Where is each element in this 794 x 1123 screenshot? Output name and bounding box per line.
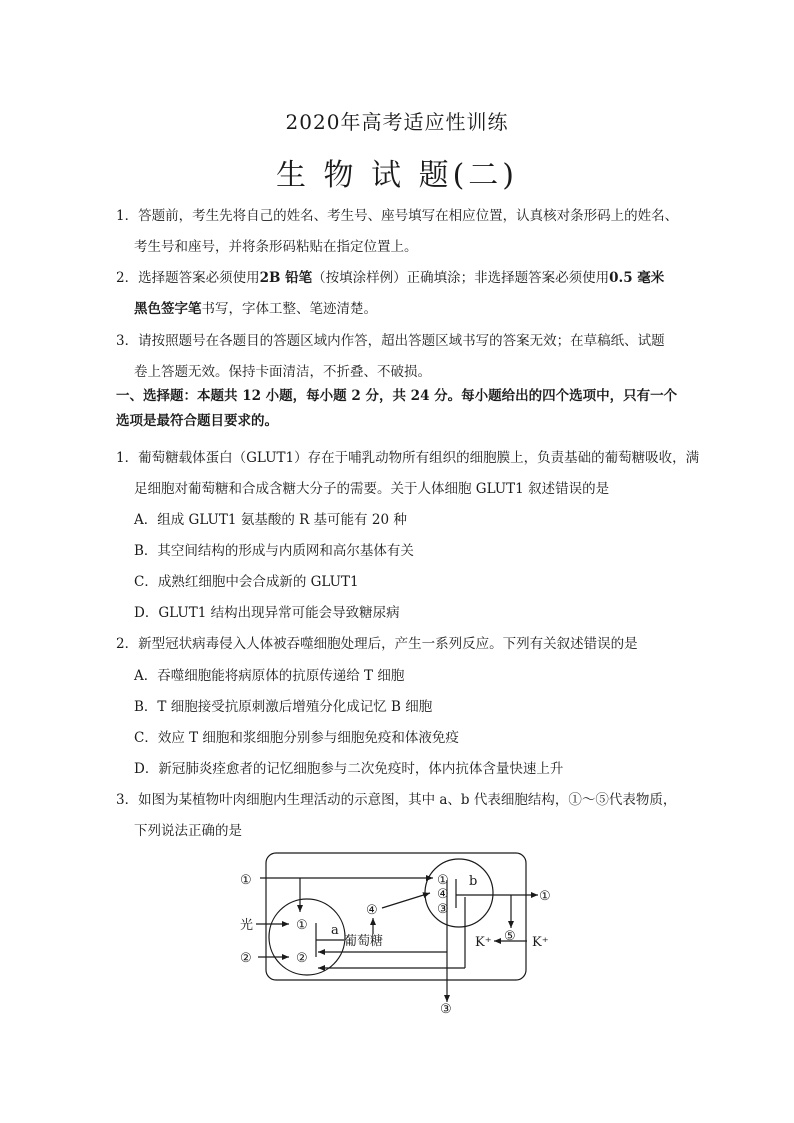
- instruction-2-line-2: [134, 299, 377, 319]
- instruction-2-pen-size: 0.5 毫米: [609, 270, 665, 286]
- q1-option-b: B．其空间结构的形成与内质网和高尔基体有关: [134, 543, 414, 559]
- exam-year-title: 2020年高考适应性训练: [285, 110, 509, 134]
- mito-node-3: ③: [437, 902, 449, 917]
- glucose-label: 葡萄糖: [344, 934, 384, 949]
- instruction-3-line-1: 3．请按照题号在各题目的答题区域内作答，超出答题区域书写的答案无效；在草稿纸、试题: [116, 333, 665, 349]
- instruction-2-text-e: 书写，字体工整、笔迹清楚。: [201, 301, 377, 317]
- q2-option-c: C．效应 T 细胞和浆细胞分别参与细胞免疫和体液免疫: [134, 730, 459, 746]
- instruction-2-black-pen: 黑色签字笔: [134, 301, 202, 317]
- section-1-heading-line-1: [116, 386, 677, 406]
- light-label: 光: [240, 918, 254, 933]
- q3-stem-line-1: 3．如图为某植物叶肉细胞内生理活动的示意图，其中 a、b 代表细胞结构，①～⑤代表物质，: [116, 792, 677, 808]
- section-1-heading-line-2: 选项是最符合题目要求的。: [116, 413, 278, 429]
- instruction-1-line-2: 考生号和座号，并将条形码粘贴在指定位置上。: [134, 239, 418, 255]
- section-1-label: 一、选择题：: [116, 388, 197, 404]
- chloroplast-node-1: ①: [296, 918, 308, 933]
- potassium-in-label: K⁺: [475, 935, 492, 950]
- input-1-label: ①: [240, 873, 252, 888]
- output-3-label: ③: [440, 1002, 452, 1017]
- q2-option-a: A．吞噬细胞能将病原体的抗原传递给 T 细胞: [134, 668, 405, 684]
- chloroplast-label-a: a: [331, 923, 339, 938]
- mito-node-1: ①: [437, 873, 449, 888]
- potassium-out-label: K⁺: [532, 935, 549, 950]
- input-2-label: ②: [240, 951, 252, 966]
- instruction-2-text-c: （按填涂样例）正确填涂；非选择题答案必须使用: [312, 270, 610, 286]
- q3-cell-diagram: [230, 848, 570, 1018]
- chloroplast-node-2: ②: [296, 951, 308, 966]
- instruction-2-text-a: 2．选择题答案必须使用: [116, 270, 260, 286]
- instruction-2-line-1: [116, 268, 664, 288]
- instruction-2-pencil: 2B 铅笔: [259, 270, 313, 286]
- q2-option-b: B．T 细胞接受抗原刺激后增殖分化成记忆 B 细胞: [134, 699, 433, 715]
- q1-option-a: A．组成 GLUT1 氨基酸的 R 基可能有 20 种: [134, 512, 407, 528]
- q3-stem-line-2: 下列说法正确的是: [134, 823, 242, 839]
- mito-node-4: ④: [437, 887, 449, 902]
- exam-subject-title: 生 物 试 题(二): [275, 158, 519, 193]
- output-1-label: ①: [539, 889, 551, 904]
- q1-option-d: D．GLUT1 结构出现异常可能会导致糖尿病: [134, 605, 400, 621]
- substance-5-label: ⑤: [504, 929, 516, 944]
- q2-stem: 2．新型冠状病毒侵入人体被吞噬细胞处理后，产生一系列反应。下列有关叙述错误的是: [116, 636, 638, 652]
- instruction-1-line-1: 1．答题前，考生先将自己的姓名、考生号、座号填写在相应位置，认真核对条形码上的姓名、: [116, 208, 679, 224]
- substance-4-label: ④: [366, 903, 378, 918]
- q2-option-d: D．新冠肺炎痊愈者的记忆细胞参与二次免疫时，体内抗体含量快速上升: [134, 761, 564, 777]
- q1-stem-line-1: 1．葡萄糖载体蛋白（GLUT1）存在于哺乳动物所有组织的细胞膜上，负责基础的葡萄糖吸收，满: [116, 450, 700, 466]
- mitochondrion-b: [425, 859, 493, 927]
- q1-stem-line-2: 足细胞对葡萄糖和合成含糖大分子的需要。关于人体细胞 GLUT1 叙述错误的是: [134, 481, 610, 497]
- instruction-3-line-2: 卷上答题无效。保持卡面清洁，不折叠、不破损。: [134, 364, 431, 380]
- q1-option-c: C．成熟红细胞中会合成新的 GLUT1: [134, 574, 359, 590]
- mito-label-b: b: [469, 874, 478, 889]
- section-1-rules: 本题共 12 小题，每小题 2 分，共 24 分。每小题给出的四个选项中，只有一个: [197, 388, 678, 404]
